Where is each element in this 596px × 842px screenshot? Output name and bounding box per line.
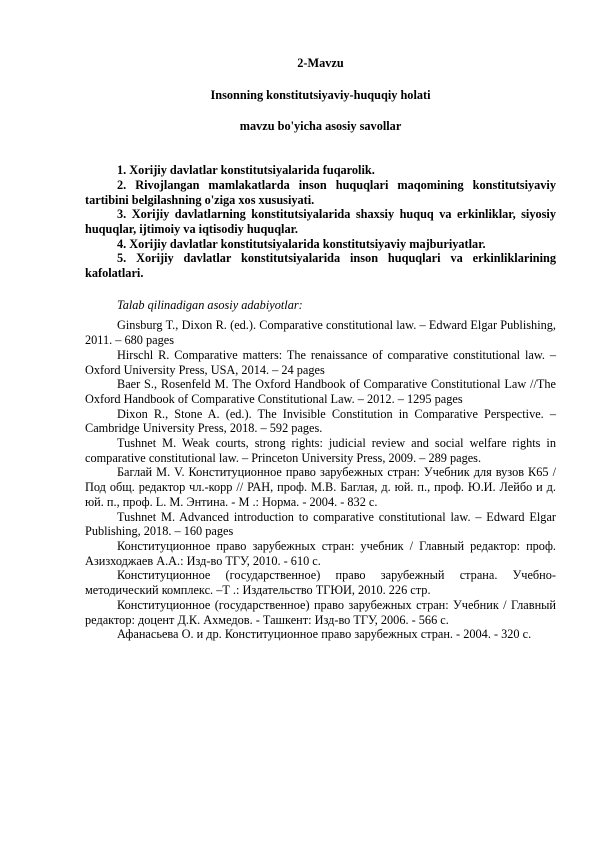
literature-heading: Talab qilinadigan asosiy adabiyotlar: bbox=[117, 297, 303, 312]
literature-item: Tushnet M. Advanced introduction to comparative constitutional law. – Edward Elgar Publishing, 2018. – 160 pages bbox=[85, 509, 556, 539]
literature-item: Конституционное (государственное) право зарубежных стран: Учебник / Главный редактор: доцент Д.К. Ахмедов. - Ташкент: Изд-во ТГУ, 2006. - 566 с. bbox=[85, 597, 556, 627]
literature-item: Baer S., Rosenfeld M. The Oxford Handbook of Comparative Constitutional Law //The Oxford Handbook of Comparative Constitutional Law. – 2012. – 1295 pages bbox=[85, 377, 556, 406]
literature-item: Ginsburg T., Dixon R. (ed.). Comparative constitutional law. – Edward Elgar Publishing, 2011. – 680 pages bbox=[85, 318, 556, 348]
question-item-3: 3. Xorijiy davlatlarning konstitutsiyalarida shaxsiy huquq va erkinliklar, siyosiy huquqlar, ijtimoiy va iqtisodiy huquqlar. bbox=[85, 207, 556, 236]
literature-item: Tushnet M. Weak courts, strong rights: judicial review and social welfare rights in comparative constitutional law. – Princeton University Press, 2009. – 289 pages. bbox=[85, 436, 556, 465]
topic-subtitle-2: mavzu bo'yicha asosiy savollar bbox=[239, 119, 402, 134]
questions-list bbox=[85, 163, 556, 281]
question-item-5: 5. Xorijiy davlatlar konstitutsiyalarida inson huquqlari va erkinliklarining kafolatlari. bbox=[85, 251, 556, 281]
literature-item: Баглай М. V. Конституционное право зарубежных стран: Учебник для вузов К65 / Под общ. редактор чл.-корр // РАН, проф. М.В. Баглая, д. юй. п., проф. Ю.И. Лейбо и д. юй. п., проф. L. М. Энтина. - М .: Норма. - 2004. - 832 с. bbox=[85, 465, 556, 509]
literature-list bbox=[85, 318, 556, 641]
literature-item: Dixon R., Stone A. (ed.). The Invisible Constitution in Comparative Perspective. – Cambridge University Press, 2018. – 592 pages. bbox=[85, 406, 556, 436]
topic-subtitle: Insonning konstitutsiyaviy-huquqiy holati bbox=[210, 87, 431, 102]
page-title: 2-Mavzu bbox=[297, 56, 344, 70]
literature-item: Конституционное (государственное) право зарубежный страна. Учебно-методический комплекс. –Т .: Издательство ТГЮИ, 2010. 226 стр. bbox=[85, 568, 556, 598]
literature-item: Афанасьева О. и др. Конституционное право зарубежных стран. - 2004. - 320 с. bbox=[117, 627, 532, 642]
literature-item: Конституционное право зарубежных стран: учебник / Главный редактор: проф. Азизходжаев А.А.: Изд-во ТГУ, 2010. - 610 с. bbox=[85, 538, 556, 568]
question-item-4: 4. Xorijiy davlatlar konstitutsiyalarida konstitutsiyaviy majburiyatlar. bbox=[117, 236, 486, 251]
question-item-2: 2. Rivojlangan mamlakatlarda inson huquqlari maqomining konstitutsiyaviy tartibini belgilashning o'ziga xos xususiyati. bbox=[85, 177, 556, 207]
literature-item: Hirschl R. Comparative matters: The renaissance of comparative constitutional law. – Oxford University Press, USA, 2014. – 24 pages bbox=[85, 347, 556, 377]
question-item-1: 1. Xorijiy davlatlar konstitutsiyalarida fuqarolik. bbox=[117, 163, 375, 178]
